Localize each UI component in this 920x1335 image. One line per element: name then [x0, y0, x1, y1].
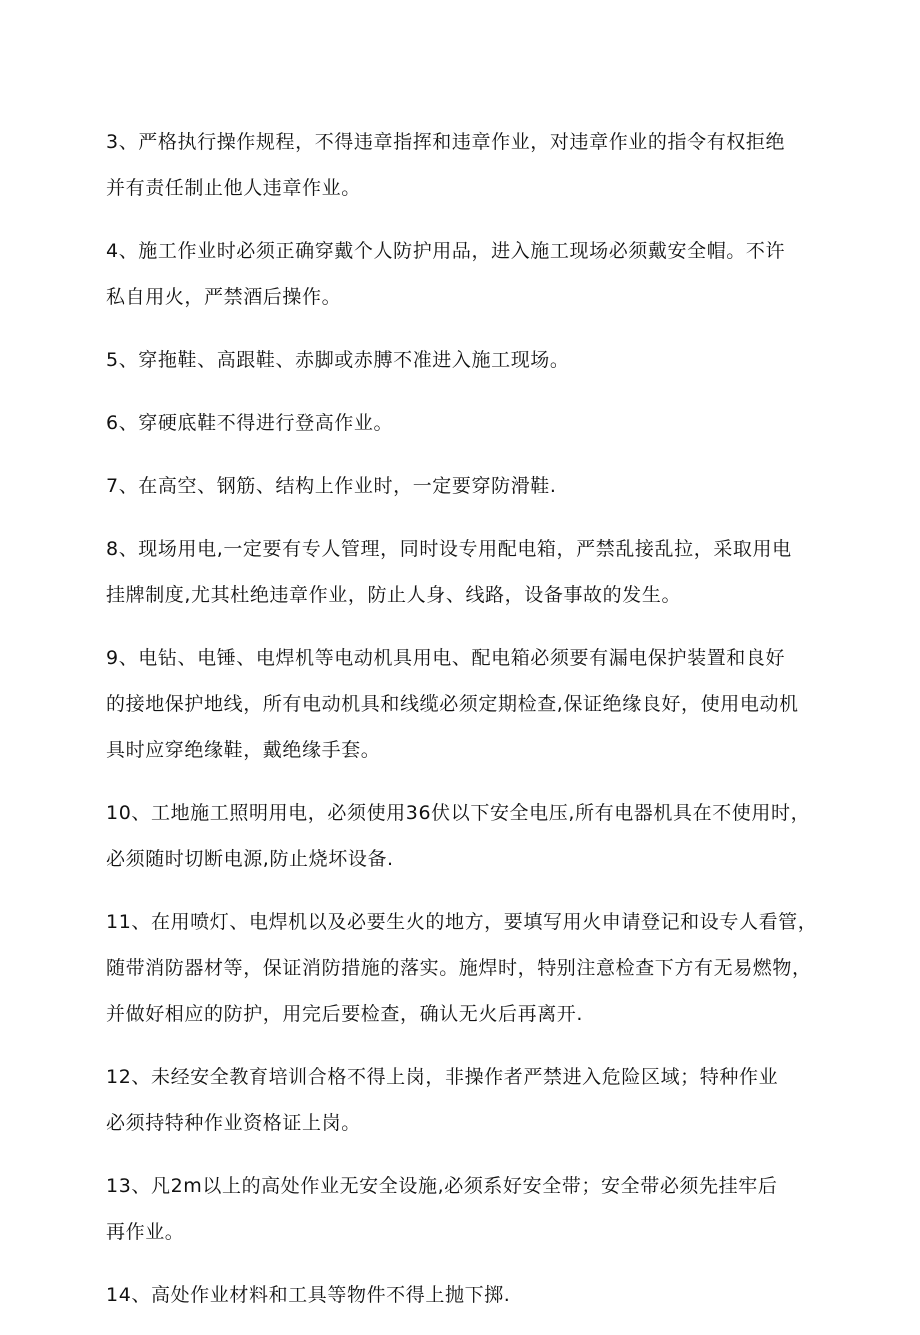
rule-item-10: [106, 790, 826, 882]
rule-item-5: [106, 337, 826, 383]
rule-13-line-2: 再作业。: [106, 1221, 185, 1243]
rule-8-line-1: 8、现场用电,一定要有专人管理，同时设专用配电箱，严禁乱接乱拉，采取用电: [106, 538, 792, 560]
rule-7-line-1: 7、在高空、钢筋、结构上作业时，一定要穿防滑鞋.: [106, 475, 557, 497]
rule-12-line-1: 12、未经安全教育培训合格不得上岗，非操作者严禁进入危险区域；特种作业: [106, 1066, 779, 1088]
rule-9-line-1: 9、电钻、电锤、电焊机等电动机具用电、配电箱必须要有漏电保护装置和良好: [106, 647, 786, 669]
rule-item-6: [106, 400, 826, 446]
rule-item-9: [106, 635, 826, 773]
rule-item-7: [106, 463, 826, 509]
rule-3-line-2: 并有责任制止他人违章作业。: [106, 177, 361, 199]
rule-item-14: [106, 1272, 826, 1318]
rule-9-line-3: 具时应穿绝缘鞋，戴绝缘手套。: [106, 739, 381, 761]
rule-10-line-2: 必须随时切断电源,防止烧坏设备.: [106, 848, 394, 870]
rule-12-line-2: 必须持特种作业资格证上岗。: [106, 1112, 361, 1134]
rule-item-11: [106, 899, 826, 1037]
rule-9-line-2: 的接地保护地线，所有电动机具和线缆必须定期检查,保证绝缘良好，使用电动机: [106, 693, 799, 715]
rule-13-line-1: 13、凡2m以上的高处作业无安全设施,必须系好安全带；安全带必须先挂牢后: [106, 1175, 778, 1197]
rule-11-line-1: 11、在用喷灯、电焊机以及必要生火的地方，要填写用火申请登记和设专人看管，: [106, 911, 818, 933]
rule-14-line-1: 14、高处作业材料和工具等物件不得上抛下掷.: [106, 1284, 511, 1306]
rule-4-line-2: 私自用火，严禁酒后操作。: [106, 286, 342, 308]
rule-item-13: [106, 1163, 826, 1255]
rule-11-line-3: 并做好相应的防护，用完后要检查，确认无火后再离开.: [106, 1003, 584, 1025]
rule-3-line-1: 3、严格执行操作规程，不得违章指挥和违章作业，对违章作业的指令有权拒绝: [106, 131, 786, 153]
rules-list: [106, 119, 826, 1335]
rule-4-line-1: 4、施工作业时必须正确穿戴个人防护用品，进入施工现场必须戴安全帽。不许: [106, 240, 786, 262]
rule-8-line-2: 挂牌制度,尤其杜绝违章作业，防止人身、线路，设备事故的发生。: [106, 584, 682, 606]
rule-5-line-1: 5、穿拖鞋、高跟鞋、赤脚或赤膊不准进入施工现场。: [106, 349, 570, 371]
rule-item-3: [106, 119, 826, 211]
rule-11-line-2: 随带消防器材等，保证消防措施的落实。施焊时，特别注意检查下方有无易燃物，: [106, 957, 812, 979]
rule-item-12: [106, 1054, 826, 1146]
rule-10-line-1: 10、工地施工照明用电，必须使用36伏以下安全电压,所有电器机具在不使用时，: [106, 802, 811, 824]
rule-item-4: [106, 228, 826, 320]
rule-6-line-1: 6、穿硬底鞋不得进行登高作业。: [106, 412, 394, 434]
rule-item-8: [106, 526, 826, 618]
